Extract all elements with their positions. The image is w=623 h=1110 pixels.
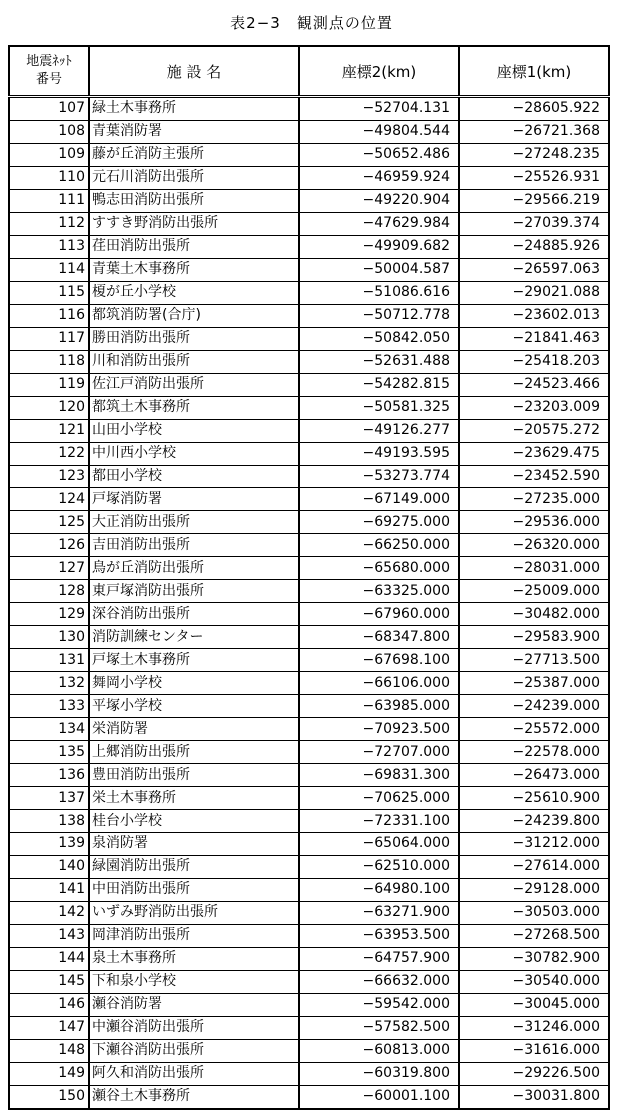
cell-network-number: 129 — [9, 603, 89, 626]
header-network-number-line2: 番号 — [35, 72, 62, 87]
cell-coordinate-2: −49909.682 — [299, 235, 459, 258]
cell-coordinate-1: −23602.013 — [459, 304, 609, 327]
cell-coordinate-2: −66632.000 — [299, 970, 459, 993]
cell-network-number: 148 — [9, 1039, 89, 1062]
table-row — [9, 855, 609, 878]
cell-network-number: 147 — [9, 1016, 89, 1039]
cell-coordinate-1: −30540.000 — [459, 970, 609, 993]
cell-coordinate-2: −63953.500 — [299, 924, 459, 947]
cell-facility-name: 都筑消防署(合庁) — [89, 304, 299, 327]
cell-network-number: 136 — [9, 764, 89, 787]
cell-network-number: 141 — [9, 878, 89, 901]
cell-coordinate-2: −54282.815 — [299, 373, 459, 396]
cell-network-number: 146 — [9, 993, 89, 1016]
table-row — [9, 580, 609, 603]
table-row — [9, 833, 609, 856]
cell-network-number: 122 — [9, 442, 89, 465]
cell-coordinate-2: −63325.000 — [299, 580, 459, 603]
cell-network-number: 111 — [9, 189, 89, 212]
cell-facility-name: 泉消防署 — [89, 833, 299, 856]
table-row — [9, 419, 609, 442]
cell-facility-name: 消防訓練センター — [89, 626, 299, 649]
cell-network-number: 114 — [9, 258, 89, 281]
cell-coordinate-2: −59542.000 — [299, 993, 459, 1016]
cell-coordinate-1: −30503.000 — [459, 901, 609, 924]
cell-coordinate-1: −21841.463 — [459, 327, 609, 350]
cell-coordinate-2: −52631.488 — [299, 350, 459, 373]
cell-coordinate-2: −60319.800 — [299, 1062, 459, 1085]
cell-coordinate-1: −29566.219 — [459, 189, 609, 212]
cell-network-number: 127 — [9, 557, 89, 580]
cell-coordinate-1: −23452.590 — [459, 465, 609, 488]
cell-network-number: 132 — [9, 672, 89, 695]
table-row — [9, 810, 609, 833]
cell-coordinate-2: −64980.100 — [299, 878, 459, 901]
cell-coordinate-1: −25418.203 — [459, 350, 609, 373]
cell-coordinate-1: −26320.000 — [459, 534, 609, 557]
cell-facility-name: 中田消防出張所 — [89, 878, 299, 901]
cell-coordinate-1: −30031.800 — [459, 1085, 609, 1108]
cell-network-number: 113 — [9, 235, 89, 258]
cell-coordinate-2: −66106.000 — [299, 672, 459, 695]
cell-network-number: 138 — [9, 810, 89, 833]
table-row — [9, 970, 609, 993]
cell-coordinate-2: −49126.277 — [299, 419, 459, 442]
cell-facility-name: 瀬谷土木事務所 — [89, 1085, 299, 1108]
cell-network-number: 130 — [9, 626, 89, 649]
cell-facility-name: 勝田消防出張所 — [89, 327, 299, 350]
table-row — [9, 695, 609, 718]
table-row — [9, 993, 609, 1016]
cell-coordinate-2: −62510.000 — [299, 855, 459, 878]
cell-coordinate-2: −60001.100 — [299, 1085, 459, 1108]
cell-coordinate-2: −63271.900 — [299, 901, 459, 924]
cell-network-number: 124 — [9, 488, 89, 511]
cell-coordinate-1: −25572.000 — [459, 718, 609, 741]
cell-facility-name: 佐江戸消防出張所 — [89, 373, 299, 396]
cell-coordinate-2: −65680.000 — [299, 557, 459, 580]
cell-coordinate-1: −29226.500 — [459, 1062, 609, 1085]
table-row — [9, 396, 609, 419]
cell-coordinate-1: −24885.926 — [459, 235, 609, 258]
cell-facility-name: 鴨志田消防出張所 — [89, 189, 299, 212]
cell-coordinate-1: −24239.000 — [459, 695, 609, 718]
cell-coordinate-1: −29536.000 — [459, 511, 609, 534]
table-row — [9, 166, 609, 189]
cell-coordinate-1: −27039.374 — [459, 212, 609, 235]
cell-coordinate-2: −51086.616 — [299, 281, 459, 304]
cell-coordinate-2: −50842.050 — [299, 327, 459, 350]
cell-coordinate-1: −28605.922 — [459, 97, 609, 121]
table-body — [9, 97, 609, 1109]
cell-facility-name: 豊田消防出張所 — [89, 764, 299, 787]
cell-coordinate-1: −25387.000 — [459, 672, 609, 695]
cell-facility-name: 瀬谷消防署 — [89, 993, 299, 1016]
cell-network-number: 115 — [9, 281, 89, 304]
table-row — [9, 511, 609, 534]
table-row — [9, 878, 609, 901]
cell-coordinate-2: −47629.984 — [299, 212, 459, 235]
cell-network-number: 123 — [9, 465, 89, 488]
cell-coordinate-2: −50652.486 — [299, 143, 459, 166]
cell-facility-name: 元石川消防出張所 — [89, 166, 299, 189]
cell-facility-name: 戸塚土木事務所 — [89, 649, 299, 672]
header-coordinate-2: 座標2(km) — [299, 46, 459, 97]
cell-coordinate-1: −31212.000 — [459, 833, 609, 856]
cell-coordinate-1: −29583.900 — [459, 626, 609, 649]
cell-coordinate-1: −20575.272 — [459, 419, 609, 442]
cell-facility-name: 青葉土木事務所 — [89, 258, 299, 281]
cell-coordinate-2: −57582.500 — [299, 1016, 459, 1039]
table-row — [9, 901, 609, 924]
cell-coordinate-1: −27235.000 — [459, 488, 609, 511]
cell-facility-name: 大正消防出張所 — [89, 511, 299, 534]
cell-network-number: 117 — [9, 327, 89, 350]
cell-facility-name: 下和泉小学校 — [89, 970, 299, 993]
table-row — [9, 534, 609, 557]
cell-network-number: 139 — [9, 833, 89, 856]
cell-coordinate-2: −70923.500 — [299, 718, 459, 741]
cell-network-number: 131 — [9, 649, 89, 672]
cell-network-number: 110 — [9, 166, 89, 189]
cell-coordinate-2: −66250.000 — [299, 534, 459, 557]
table-row — [9, 924, 609, 947]
cell-network-number: 126 — [9, 534, 89, 557]
cell-network-number: 137 — [9, 787, 89, 810]
table-row — [9, 1016, 609, 1039]
cell-coordinate-2: −72707.000 — [299, 741, 459, 764]
cell-facility-name: 平塚小学校 — [89, 695, 299, 718]
cell-network-number: 134 — [9, 718, 89, 741]
cell-coordinate-2: −68347.800 — [299, 626, 459, 649]
cell-facility-name: 泉土木事務所 — [89, 947, 299, 970]
cell-facility-name: いずみ野消防出張所 — [89, 901, 299, 924]
cell-coordinate-2: −52704.131 — [299, 97, 459, 121]
table-row — [9, 212, 609, 235]
cell-coordinate-2: −46959.924 — [299, 166, 459, 189]
table-row — [9, 304, 609, 327]
table-row — [9, 120, 609, 143]
cell-facility-name: 榎が丘小学校 — [89, 281, 299, 304]
cell-coordinate-1: −26721.368 — [459, 120, 609, 143]
cell-facility-name: 深谷消防出張所 — [89, 603, 299, 626]
cell-coordinate-2: −50581.325 — [299, 396, 459, 419]
header-network-number — [9, 46, 89, 97]
cell-coordinate-1: −30045.000 — [459, 993, 609, 1016]
cell-facility-name: 川和消防出張所 — [89, 350, 299, 373]
table-row — [9, 1062, 609, 1085]
cell-coordinate-1: −30782.900 — [459, 947, 609, 970]
table-row — [9, 603, 609, 626]
cell-facility-name: 下瀬谷消防出張所 — [89, 1039, 299, 1062]
cell-facility-name: 吉田消防出張所 — [89, 534, 299, 557]
cell-network-number: 118 — [9, 350, 89, 373]
cell-network-number: 120 — [9, 396, 89, 419]
cell-coordinate-2: −72331.100 — [299, 810, 459, 833]
table-row — [9, 947, 609, 970]
table-title: 表2−3 観測点の位置 — [230, 14, 393, 32]
table-row — [9, 258, 609, 281]
cell-coordinate-2: −49193.595 — [299, 442, 459, 465]
cell-network-number: 109 — [9, 143, 89, 166]
table-row — [9, 442, 609, 465]
cell-coordinate-1: −23629.475 — [459, 442, 609, 465]
cell-coordinate-2: −50004.587 — [299, 258, 459, 281]
cell-network-number: 119 — [9, 373, 89, 396]
cell-coordinate-1: −27614.000 — [459, 855, 609, 878]
cell-facility-name: 緑土木事務所 — [89, 97, 299, 121]
cell-network-number: 144 — [9, 947, 89, 970]
table-row — [9, 1039, 609, 1062]
cell-coordinate-1: −31616.000 — [459, 1039, 609, 1062]
cell-coordinate-1: −26597.063 — [459, 258, 609, 281]
cell-facility-name: 栄土木事務所 — [89, 787, 299, 810]
cell-coordinate-1: −22578.000 — [459, 741, 609, 764]
cell-coordinate-1: −31246.000 — [459, 1016, 609, 1039]
cell-network-number: 142 — [9, 901, 89, 924]
table-row — [9, 1085, 609, 1108]
cell-facility-name: 青葉消防署 — [89, 120, 299, 143]
table-row — [9, 350, 609, 373]
cell-coordinate-1: −25009.000 — [459, 580, 609, 603]
table-row — [9, 626, 609, 649]
cell-network-number: 149 — [9, 1062, 89, 1085]
cell-network-number: 150 — [9, 1085, 89, 1108]
cell-coordinate-1: −23203.009 — [459, 396, 609, 419]
cell-network-number: 107 — [9, 97, 89, 121]
table-row — [9, 741, 609, 764]
cell-network-number: 121 — [9, 419, 89, 442]
cell-facility-name: 山田小学校 — [89, 419, 299, 442]
cell-facility-name: 栄消防署 — [89, 718, 299, 741]
table-row — [9, 373, 609, 396]
table-row — [9, 97, 609, 121]
cell-coordinate-1: −27713.500 — [459, 649, 609, 672]
table-row — [9, 143, 609, 166]
table-row — [9, 557, 609, 580]
cell-facility-name: すすき野消防出張所 — [89, 212, 299, 235]
cell-facility-name: 舞岡小学校 — [89, 672, 299, 695]
table-row — [9, 189, 609, 212]
cell-coordinate-1: −27268.500 — [459, 924, 609, 947]
cell-coordinate-2: −60813.000 — [299, 1039, 459, 1062]
cell-coordinate-2: −69831.300 — [299, 764, 459, 787]
cell-coordinate-1: −29128.000 — [459, 878, 609, 901]
cell-facility-name: 中瀬谷消防出張所 — [89, 1016, 299, 1039]
cell-facility-name: 桂台小学校 — [89, 810, 299, 833]
cell-network-number: 143 — [9, 924, 89, 947]
cell-coordinate-2: −49804.544 — [299, 120, 459, 143]
cell-coordinate-1: −25526.931 — [459, 166, 609, 189]
header-network-number-line1: 地震ﾈｯﾄ — [26, 54, 72, 69]
cell-coordinate-2: −69275.000 — [299, 511, 459, 534]
cell-coordinate-2: −53273.774 — [299, 465, 459, 488]
cell-network-number: 145 — [9, 970, 89, 993]
header-row — [9, 46, 609, 97]
cell-network-number: 108 — [9, 120, 89, 143]
table-row — [9, 235, 609, 258]
cell-network-number: 140 — [9, 855, 89, 878]
cell-coordinate-1: −24523.466 — [459, 373, 609, 396]
cell-coordinate-1: −25610.900 — [459, 787, 609, 810]
cell-facility-name: 都田小学校 — [89, 465, 299, 488]
observation-points-table — [8, 45, 610, 1110]
table-row — [9, 649, 609, 672]
cell-network-number: 112 — [9, 212, 89, 235]
cell-facility-name: 都筑土木事務所 — [89, 396, 299, 419]
cell-facility-name: 中川西小学校 — [89, 442, 299, 465]
cell-coordinate-2: −50712.778 — [299, 304, 459, 327]
cell-coordinate-1: −29021.088 — [459, 281, 609, 304]
table-row — [9, 327, 609, 350]
cell-facility-name: 荏田消防出張所 — [89, 235, 299, 258]
cell-network-number: 116 — [9, 304, 89, 327]
table-row — [9, 787, 609, 810]
cell-network-number: 135 — [9, 741, 89, 764]
cell-facility-name: 上郷消防出張所 — [89, 741, 299, 764]
table-row — [9, 465, 609, 488]
cell-facility-name: 阿久和消防出張所 — [89, 1062, 299, 1085]
cell-network-number: 125 — [9, 511, 89, 534]
cell-coordinate-2: −49220.904 — [299, 189, 459, 212]
cell-coordinate-1: −26473.000 — [459, 764, 609, 787]
table-row — [9, 718, 609, 741]
cell-facility-name: 戸塚消防署 — [89, 488, 299, 511]
cell-coordinate-1: −24239.800 — [459, 810, 609, 833]
cell-facility-name: 東戸塚消防出張所 — [89, 580, 299, 603]
cell-network-number: 133 — [9, 695, 89, 718]
cell-facility-name: 鳥が丘消防出張所 — [89, 557, 299, 580]
cell-coordinate-2: −64757.900 — [299, 947, 459, 970]
cell-coordinate-1: −27248.235 — [459, 143, 609, 166]
cell-facility-name: 藤が丘消防主張所 — [89, 143, 299, 166]
cell-facility-name: 緑園消防出張所 — [89, 855, 299, 878]
table-row — [9, 488, 609, 511]
header-coordinate-1: 座標1(km) — [459, 46, 609, 97]
cell-coordinate-2: −70625.000 — [299, 787, 459, 810]
cell-coordinate-2: −67960.000 — [299, 603, 459, 626]
table-row — [9, 281, 609, 304]
table-row — [9, 672, 609, 695]
cell-coordinate-1: −28031.000 — [459, 557, 609, 580]
cell-coordinate-2: −67149.000 — [299, 488, 459, 511]
cell-coordinate-2: −65064.000 — [299, 833, 459, 856]
cell-coordinate-2: −63985.000 — [299, 695, 459, 718]
cell-coordinate-2: −67698.100 — [299, 649, 459, 672]
header-facility-name: 施 設 名 — [89, 46, 299, 97]
table-row — [9, 764, 609, 787]
cell-network-number: 128 — [9, 580, 89, 603]
cell-facility-name: 岡津消防出張所 — [89, 924, 299, 947]
cell-coordinate-1: −30482.000 — [459, 603, 609, 626]
